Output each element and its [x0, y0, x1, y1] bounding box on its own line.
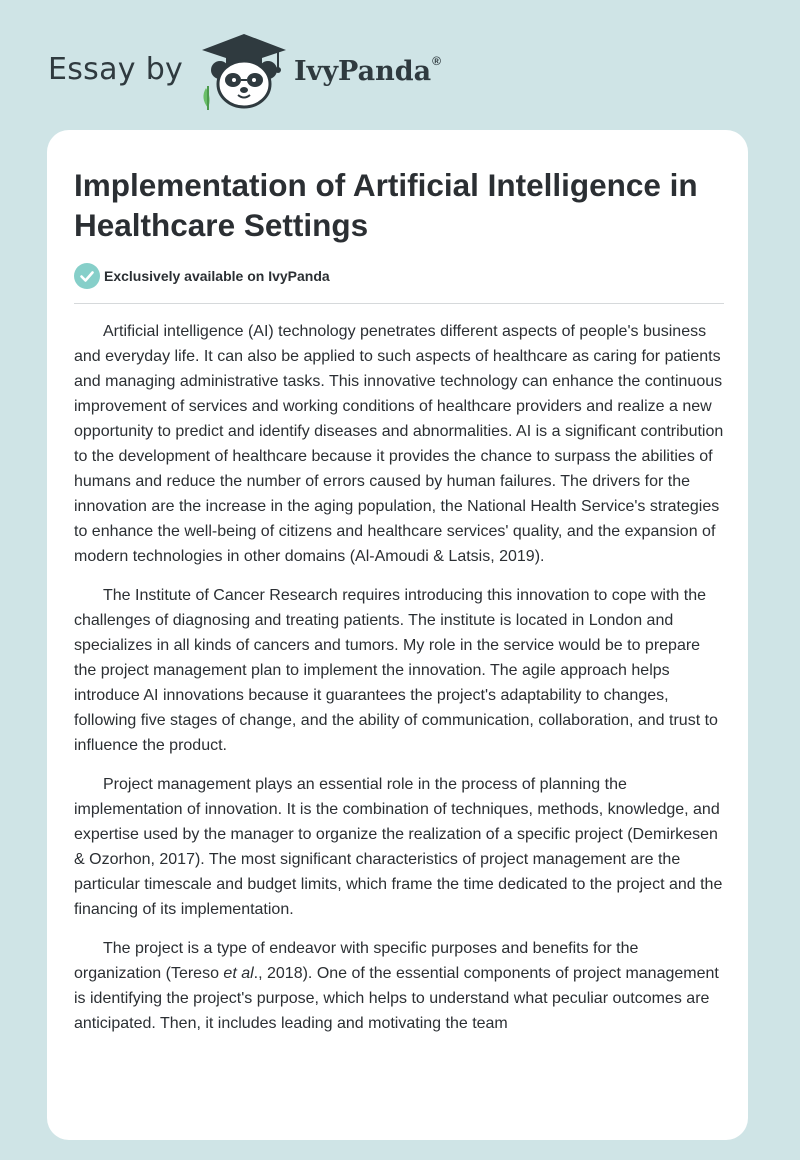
essay-paragraph: The Institute of Cancer Research requires introducing this innovation to cope with the challenges of diagnosing and treating patients. The institute is located in London and specializes in all kinds of cancers and tumors. My role in the service would be to prepare the project management plan to implement the innovation. The agile approach helps introduce AI innovations because it guarantees the project's adaptability to changes, following five stages of change, and the ability of communication, collaboration, and trust to influence the product.: [74, 587, 718, 754]
essay-title: Implementation of Artificial Intelligence in Healthcare Settings: [74, 167, 698, 243]
exclusive-badge-text: Exclusively available on IvyPanda: [104, 268, 330, 284]
essay-paragraph: Project management plays an essential role in the process of planning the implementation of innovation. It is the combination of techniques, methods, knowledge, and expertise used by the manager to organize the realization of a specific project (Demirkesen & Ozorhon, 2017). The most significant characteristics of project management are the particular timescale and budget limits, which frame the time dedicated to the project and the financing of its implementation.: [74, 776, 723, 918]
site-header-logo[interactable]: [48, 28, 568, 110]
essay-paragraph: The project is a type of endeavor with specific purposes and benefits for the organization (Tereso et al., 2018). One of the essential components of project management is identifying the project's purpose, which helps to understand what peculiar outcomes are anticipated. Then, it includes leading and motivating the team: [74, 940, 719, 1032]
check-circle-icon: [74, 263, 100, 289]
essay-paragraph: Artificial intelligence (AI) technology penetrates different aspects of people's business and everyday life. It can also be applied to such aspects of healthcare as caring for patients and managing administrative tasks. This innovative technology can enhance the continuous improvement of services and working conditions of healthcare providers and realize a new opportunity to predict and identify diseases and abnormalities. AI is a significant contribution to the development of healthcare because it provides the chance to surpass the abilities of humans and reduce the number of errors caused by human failures. The drivers for the innovation are the increase in the aging population, the National Health Service's strategies to enhance the well-being of citizens and healthcare services' quality, and the expansion of modern technologies in other domains (Al-Amoudi & Latsis, 2019).: [74, 323, 724, 565]
essay-card: [47, 130, 748, 1140]
panda-mascot-icon: [198, 28, 290, 110]
brand-prefix: Essay by: [48, 52, 184, 87]
essay-body: [74, 319, 724, 1050]
divider: [74, 303, 724, 304]
exclusive-badge: [74, 263, 474, 289]
brand-name: IvyPanda®: [294, 54, 441, 87]
